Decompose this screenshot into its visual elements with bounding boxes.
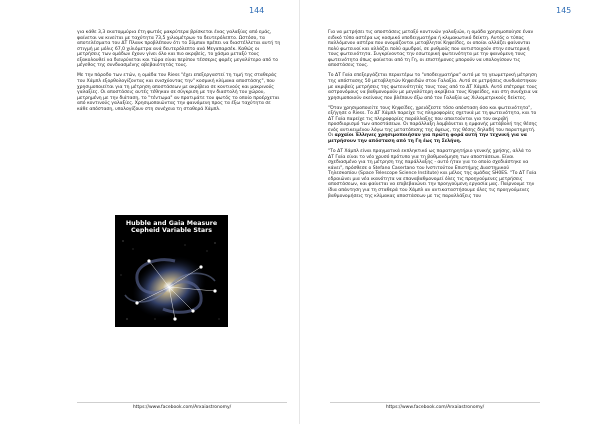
paragraph-text: "Όταν χρησιμοποιείτε τους Κηφείδες, χρειάζεστε τόσο απόσταση όσο και φωτεινότητα", εξήγησε ο Riess. Το ΔΤ Χάμπλ παρείχε τις πληροφορίες σχετικά με τη φωτεινότητα, και το ΔΤ Γαία παρείχε τις πληροφορίες παράλλαξης που απαιτούνται για τον ακριβή προσδιορισμό των αποστάσεων. Οι παράλλαξη λαμβάνεται η εμφανής μετάβολή της θέσης ενός αντικειμένου λόγω της μετατόπισης της όψεως, της θέσης δηλαδή του παρατηρητή. Οι [328, 105, 538, 139]
page-number: 144 [249, 6, 265, 15]
page-footer-link[interactable]: https://www.facebook.com/Arxaiastronomy/ [330, 402, 540, 410]
paragraph: Με την πάροδο των ετών, η ομάδα του Riess "έχει επεξεργαστεί τη τιμή της σταθεράς του Χάμπλ εξορθολογίζοντας και ενισχύοντας την" κοσμική κλίμακα αποστάσης", που χρησιμοποιείται για τη μέτρηση αποστάσεων με ακρίβεια σε κοντινούς και μακρινούς γαλαξίες. Οι αποστάσεις αυτές τέθηκαν σε σύγκριση με την διαστολή του χώρου, μετρημένη με την διάταση, το "τέντωμα" αν προτιμάτε του φωτός το οποίο προέρχεται από κοντινούς γαλαξίες. Χρησιμοποιώντας την φαινόμενη προς τα έξω ταχύτητα σε κάθε απόσταση, υπολογίζουν στη συνέχεια τη σταθερά Χάμπλ. [77, 73, 280, 112]
figure-title-line-1: Hubble and Gaia Measure [125, 220, 218, 227]
paragraph-text: "Το ΔΤ Χάμπλ είναι πραγματικά εκπληκτικό ως παρατηρητήριο γενικής χρήσης, αλλά το ΔΤ Γαία είναι το νέο χρυσό πρότυπο για τη βαθμονόμηση των αποστάσεων. Είναι σχεδιασμένο για τη μέτρηση της παράλλαξης - αυτό ήταν για το οποίο σχεδιάστηκε να κάνει", πρόσθεσε ο Stefano Casertano του Ινστιτούτου Επιστήμης Διαστημικού Τηλεσκοπίου (Space Telescope Science Institute) και μέλος της ομάδας SH0ES. "Το ΔΤ Γαία εδραιώνει μια νέα ικανότητα να επαναβαθμονομεί όλες τις προηγούμενες μετρήσεις αποστάσεων, και φαίνεται να επιβεβαιώνει την προηγούμενη εργασία μας. Παίρνουμε την ίδια απάντηση για τη σταθερά του Χάμπλ αν αντικαταστήσουμε όλες τις προηγούμενες βαθμονομήσεις της κλίμακας αποστάσεων με τις παραλλάξεις του [328, 149, 537, 199]
paragraph [328, 106, 538, 145]
paragraph [328, 73, 538, 101]
page-footer-link[interactable]: https://www.facebook.com/Arxaiastronomy/ [77, 402, 287, 410]
page-body [328, 30, 538, 204]
cepheid-figure [115, 215, 228, 327]
paragraph: για κάθε 3,3 εκατομμύρια έτη φωτός μακρύτερα βρίσκεται ένας γαλαξίας από εμάς, φαίνεται να κινείται με ταχύτητα 73,5 χιλιομέτρων το δευτερόλεπτο. Ωστόσο, τα αποτελέσματα του ΔΤ Πλανκ προβλέπουν ότι το Σύμπαν πρέπει να διαστέλλεται αυτή τη στιγμή με μόλις 67,0 χιλιόμετρα ανά δευτερόλεπτο ανά Μεγαπαρσέκ. Καθώς οι μετρήσεις των ομάδων έχουν γίνει όλο και πιο ακριβείς, το χάσμα μεταξύ τους εξακολουθεί να διευρύνεται και τώρα είναι περίπου τέσσερις φορές μεγαλύτερο από το μέγεθος της συνδυασμένης αβεβαιότητάς τους. [77, 30, 281, 69]
paragraph-text: Το ΔΤ Γαία επεξεργάζεται περαιτέρω το "υποδειγματήρα" αυτό με τη γεωμετρική μέτρηση της απόστασης 50 μεταβλητών Κηφειδών στον Γαλαξία. Αυτό σε μετρήσεις συνδυάστηκαν με ακριβείς μετρήσεις της φωτεινότητάς τους τους από το ΔΤ Χάμπλ. Αυτό επέτρεψε τους αστρονόμους να βαθμονομούν με μεγαλύτερη ακρίβεια τους Κηφείδες, και στη συνέχεια να χρησιμοποιούν εκείνους που βλέπουν έξω από τον Γαλαξία ως Χιλιομετρικούς δείκτες. [328, 73, 538, 101]
page-number: 145 [556, 6, 572, 15]
bold-emphasis: αρχαίοι Έλληνες χρησιμοποιήσαν για πρώτη φορά αυτή την τεχνική για να μετρήσουν την απόσταση από τη Γη έως τη Σελήνη. [328, 133, 527, 145]
paragraph [328, 149, 538, 199]
paragraph [328, 30, 538, 69]
figure-title-line-2: Cepheid Variable Stars [130, 227, 213, 234]
right-page [300, 0, 600, 424]
page-body [77, 30, 282, 117]
paragraph-text: Για να μετρήσει τις αποστάσεις μεταξύ κοντινών γαλαξιών, η ομάδα χρησιμοποίησε έναν ειδικό τύπο αστέρα ως κοσμικό υποδειγματήρα ή κλιμακωτικό δείκτη. Αυτός ο τύπος παλλόμενου αστέρα που ονομάζονται μεταβλητοί Κηφείδες, οι οποίοι αλλάζει φαίνονται πολύ φωτεινοί και αλλάζει πολύ αμυδροί, σε ρυθμούς που αντιστοιχούν στην εσωτερική τους φωτεινότητα. Συγκρίνοντας την εσωτερική φωτεινότητα με την φαινόμενη τους φωτεινότητα όπως φαίνεται από τη Γη, οι επιστήμονες μπορούν να υπολογίσουν τις αποστάσεις τους. [328, 30, 534, 69]
